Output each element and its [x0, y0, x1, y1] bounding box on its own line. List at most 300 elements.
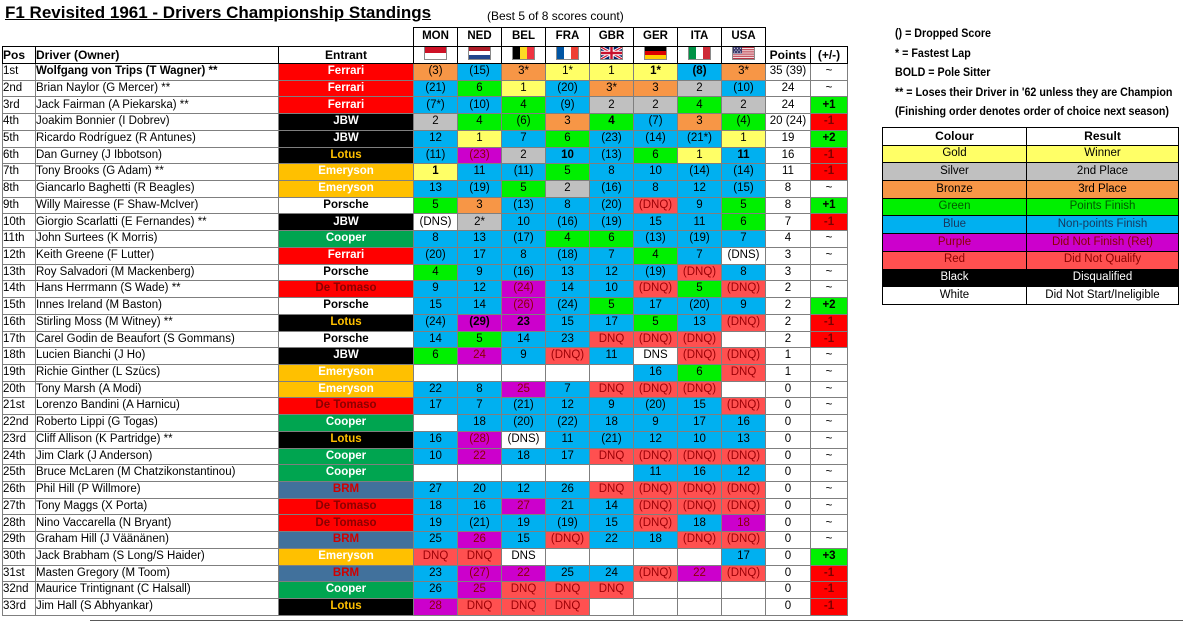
result-cell-ger: 11 [634, 465, 678, 482]
driver-cell: Jim Hall (S Abhyankar) [36, 599, 279, 616]
plusminus-cell: -1 [811, 114, 848, 131]
result-cell-ita: 18 [678, 515, 722, 532]
entrant-cell: Porsche [279, 264, 414, 281]
result-cell-usa [722, 599, 766, 616]
race-header-usa: USA [722, 28, 766, 47]
driver-cell: Graham Hill (J Väänänen) [36, 532, 279, 549]
result-cell-ned: 13 [458, 231, 502, 248]
note-line: * = Fastest Lap [895, 47, 971, 60]
plusminus-cell: +1 [811, 197, 848, 214]
points-cell: 0 [766, 481, 811, 498]
result-cell-usa: (DNQ) [722, 314, 766, 331]
table-row [3, 281, 848, 298]
points-cell: 24 [766, 80, 811, 97]
result-cell-ned: 5 [458, 331, 502, 348]
result-cell-usa: (DNQ) [722, 398, 766, 415]
entrant-cell: Cooper [279, 231, 414, 248]
result-cell-mon: (DNS) [414, 214, 458, 231]
result-cell-mon: 19 [414, 515, 458, 532]
points-cell: 4 [766, 231, 811, 248]
pos-cell: 17th [3, 331, 36, 348]
result-cell-ita: 6 [678, 364, 722, 381]
driver-cell: Richie Ginther (L Szücs) [36, 364, 279, 381]
driver-cell: Hans Herrmann (S Wade) ** [36, 281, 279, 298]
flag-cell-ita [678, 47, 722, 64]
table-row [3, 431, 848, 448]
entrant-cell: De Tomaso [279, 398, 414, 415]
result-cell-ned: 1 [458, 130, 502, 147]
result-cell-gbr: (20) [590, 197, 634, 214]
result-cell-mon: 14 [414, 331, 458, 348]
result-cell-bel: 3* [502, 64, 546, 81]
pos-cell: 20th [3, 381, 36, 398]
result-cell-bel: (11) [502, 164, 546, 181]
result-cell-fra: 5 [546, 164, 590, 181]
table-row [3, 415, 848, 432]
plusminus-cell: ~ [811, 247, 848, 264]
result-cell-bel: DNQ [502, 582, 546, 599]
plusminus-cell: -1 [811, 214, 848, 231]
entrant-cell: Emeryson [279, 164, 414, 181]
driver-cell: Lorenzo Bandini (A Harnicu) [36, 398, 279, 415]
entrant-cell: Cooper [279, 582, 414, 599]
result-cell-gbr: 3* [590, 80, 634, 97]
table-row [3, 582, 848, 599]
result-cell-ita: (DNQ) [678, 498, 722, 515]
result-cell-ita: 15 [678, 398, 722, 415]
legend-colour-cell: Bronze [883, 181, 1027, 199]
plusminus-cell: ~ [811, 181, 848, 198]
legend-colour-cell: Gold [883, 145, 1027, 163]
flag-usa-icon [733, 47, 754, 59]
entrant-cell: De Tomaso [279, 281, 414, 298]
driver-cell: Tony Marsh (A Modi) [36, 381, 279, 398]
result-cell-bel: 5 [502, 181, 546, 198]
result-cell-gbr: 24 [590, 565, 634, 582]
result-cell-ned: 7 [458, 398, 502, 415]
result-cell-mon [414, 465, 458, 482]
legend-result-cell: Did Not Start/Ineligible [1027, 287, 1179, 305]
flag-cell-mon [414, 47, 458, 64]
result-cell-ger: 4 [634, 247, 678, 264]
legend-colour-cell: Red [883, 251, 1027, 269]
result-cell-fra: 4 [546, 231, 590, 248]
driver-cell: Keith Greene (F Lutter) [36, 247, 279, 264]
result-cell-fra: (DNQ) [546, 532, 590, 549]
result-cell-ita: (DNQ) [678, 448, 722, 465]
table-row [3, 465, 848, 482]
result-cell-fra: 8 [546, 197, 590, 214]
result-cell-fra: (18) [546, 247, 590, 264]
result-cell-bel [502, 465, 546, 482]
pos-cell: 14th [3, 281, 36, 298]
result-cell-mon: 5 [414, 197, 458, 214]
race-header-ger: GER [634, 28, 678, 47]
result-cell-ita: 2 [678, 80, 722, 97]
legend-colour-cell: Green [883, 198, 1027, 216]
note-line: () = Dropped Score [895, 28, 991, 40]
result-cell-usa: 9 [722, 298, 766, 315]
result-cell-mon: (11) [414, 147, 458, 164]
flag-cell-ger [634, 47, 678, 64]
driver-cell: Wolfgang von Trips (T Wagner) ** [36, 64, 279, 81]
pos-cell: 19th [3, 364, 36, 381]
result-cell-ita: 5 [678, 281, 722, 298]
pos-cell: 29th [3, 532, 36, 549]
result-cell-gbr: 6 [590, 231, 634, 248]
result-cell-usa: 13 [722, 431, 766, 448]
result-cell-bel: (21) [502, 398, 546, 415]
result-cell-ita: (DNQ) [678, 532, 722, 549]
plusminus-cell: -1 [811, 565, 848, 582]
result-cell-mon: 2 [414, 114, 458, 131]
points-cell: 7 [766, 214, 811, 231]
result-cell-ita: 17 [678, 415, 722, 432]
result-cell-ita [678, 582, 722, 599]
result-cell-gbr: DNQ [590, 481, 634, 498]
pos-cell: 5th [3, 130, 36, 147]
result-cell-bel: 12 [502, 481, 546, 498]
result-cell-fra: 10 [546, 147, 590, 164]
result-cell-ger: 12 [634, 431, 678, 448]
legend-result-cell: Did Not Qualify [1027, 251, 1179, 269]
pos-cell: 1st [3, 64, 36, 81]
driver-cell: Carel Godin de Beaufort (S Gommans) [36, 331, 279, 348]
race-header-fra: FRA [546, 28, 590, 47]
result-cell-ger: (DNQ) [634, 448, 678, 465]
result-cell-mon: (24) [414, 314, 458, 331]
points-cell: 0 [766, 599, 811, 616]
result-cell-bel: 4 [502, 97, 546, 114]
points-cell: 2 [766, 281, 811, 298]
result-cell-gbr: (16) [590, 181, 634, 198]
result-cell-mon: (21) [414, 80, 458, 97]
result-cell-usa: (DNQ) [722, 448, 766, 465]
result-cell-ita: (DNQ) [678, 331, 722, 348]
result-cell-gbr: 22 [590, 532, 634, 549]
result-cell-gbr: 12 [590, 264, 634, 281]
result-cell-ned: 8 [458, 381, 502, 398]
entrant-cell: BRM [279, 532, 414, 549]
result-cell-mon: 4 [414, 264, 458, 281]
driver-cell: Bruce McLaren (M Chatzikonstantinou) [36, 465, 279, 482]
entrant-cell: Emeryson [279, 381, 414, 398]
plusminus-cell: ~ [811, 231, 848, 248]
result-cell-fra: 21 [546, 498, 590, 515]
table-row [3, 448, 848, 465]
result-cell-gbr: DNQ [590, 582, 634, 599]
result-cell-ned: (23) [458, 147, 502, 164]
flag-cell-usa [722, 47, 766, 64]
driver-cell: Tony Maggs (X Porta) [36, 498, 279, 515]
result-cell-mon [414, 415, 458, 432]
standings-table [2, 27, 848, 616]
result-cell-bel: 15 [502, 532, 546, 549]
note-line: BOLD = Pole Sitter [895, 67, 991, 79]
result-cell-gbr: DNQ [590, 331, 634, 348]
driver-cell: Jim Clark (J Anderson) [36, 448, 279, 465]
entrant-cell: Lotus [279, 431, 414, 448]
result-cell-ned: (21) [458, 515, 502, 532]
result-cell-ita: (DNQ) [678, 381, 722, 398]
result-cell-ger: (20) [634, 398, 678, 415]
plusminus-cell: -1 [811, 147, 848, 164]
result-cell-ger: (19) [634, 264, 678, 281]
result-cell-gbr: 5 [590, 298, 634, 315]
result-cell-ita: (19) [678, 231, 722, 248]
result-cell-ita: (20) [678, 298, 722, 315]
result-cell-ger: 18 [634, 532, 678, 549]
result-cell-bel: 10 [502, 214, 546, 231]
legend-result-cell: 3rd Place [1027, 181, 1179, 199]
entrant-cell: JBW [279, 214, 414, 231]
result-cell-usa: 1 [722, 130, 766, 147]
flag-italy-icon [689, 47, 710, 59]
table-row [3, 164, 848, 181]
result-cell-gbr: 11 [590, 348, 634, 365]
result-cell-usa: (DNQ) [722, 565, 766, 582]
result-cell-fra: 13 [546, 264, 590, 281]
result-cell-ger: 9 [634, 415, 678, 432]
legend-result-cell: Disqualified [1027, 269, 1179, 287]
result-cell-mon: 23 [414, 565, 458, 582]
table-row [3, 64, 848, 81]
pos-cell: 12th [3, 247, 36, 264]
legend-header: Result [1027, 128, 1179, 146]
flag-netherlands-icon [469, 47, 490, 59]
result-cell-gbr: DNQ [590, 381, 634, 398]
result-cell-ger [634, 599, 678, 616]
race-header-ita: ITA [678, 28, 722, 47]
pos-cell: 31st [3, 565, 36, 582]
legend-row [883, 163, 1179, 181]
result-cell-bel: (13) [502, 197, 546, 214]
result-cell-bel: 27 [502, 498, 546, 515]
driver-cell: Masten Gregory (M Toom) [36, 565, 279, 582]
pos-cell: 2nd [3, 80, 36, 97]
subtitle-scores-note: (Best 5 of 8 scores count) [487, 9, 624, 23]
result-cell-fra: 14 [546, 281, 590, 298]
result-cell-ned [458, 465, 502, 482]
driver-cell: Cliff Allison (K Partridge) ** [36, 431, 279, 448]
plusminus-cell: -1 [811, 314, 848, 331]
result-cell-fra [546, 465, 590, 482]
result-cell-mon: DNQ [414, 548, 458, 565]
result-cell-bel: 18 [502, 448, 546, 465]
plusminus-cell: +3 [811, 548, 848, 565]
result-cell-ita: (DNQ) [678, 264, 722, 281]
result-cell-mon: 9 [414, 281, 458, 298]
pos-cell: 7th [3, 164, 36, 181]
result-cell-mon: 12 [414, 130, 458, 147]
result-cell-mon: 17 [414, 398, 458, 415]
table-row [3, 348, 848, 365]
result-cell-mon: 16 [414, 431, 458, 448]
driver-cell: Joakim Bonnier (I Dobrev) [36, 114, 279, 131]
result-cell-ger: 2 [634, 97, 678, 114]
result-cell-usa [722, 381, 766, 398]
entrant-cell: Porsche [279, 298, 414, 315]
plusminus-cell: ~ [811, 515, 848, 532]
points-cell: 35 (39) [766, 64, 811, 81]
points-cell: 16 [766, 147, 811, 164]
result-cell-fra: 12 [546, 398, 590, 415]
entrant-cell: Emeryson [279, 181, 414, 198]
table-row [3, 298, 848, 315]
result-cell-ned: 3 [458, 197, 502, 214]
points-cell: 0 [766, 431, 811, 448]
result-cell-fra [546, 364, 590, 381]
plusminus-cell: ~ [811, 465, 848, 482]
result-cell-ger: (DNQ) [634, 381, 678, 398]
pos-cell: 32nd [3, 582, 36, 599]
result-cell-fra: (24) [546, 298, 590, 315]
result-cell-usa: 16 [722, 415, 766, 432]
plusminus-cell: ~ [811, 64, 848, 81]
result-cell-mon: 15 [414, 298, 458, 315]
flag-cell-ned [458, 47, 502, 64]
entrant-cell: Porsche [279, 331, 414, 348]
result-cell-ger: (7) [634, 114, 678, 131]
result-cell-bel [502, 364, 546, 381]
result-cell-usa: (10) [722, 80, 766, 97]
pos-cell: 33rd [3, 599, 36, 616]
pos-cell: 18th [3, 348, 36, 365]
result-cell-ita: 16 [678, 465, 722, 482]
result-cell-ned: 16 [458, 498, 502, 515]
entrant-cell: Cooper [279, 415, 414, 432]
driver-cell: Ricardo Rodríguez (R Antunes) [36, 130, 279, 147]
table-row [3, 231, 848, 248]
result-cell-bel: DNS [502, 548, 546, 565]
pos-cell: 22nd [3, 415, 36, 432]
header-spacer [766, 28, 848, 47]
legend-result-cell: Points Finish [1027, 198, 1179, 216]
legend-result-cell: 2nd Place [1027, 163, 1179, 181]
result-cell-gbr: (21) [590, 431, 634, 448]
plusminus-cell: ~ [811, 264, 848, 281]
entrant-cell: De Tomaso [279, 515, 414, 532]
result-cell-usa: (DNS) [722, 247, 766, 264]
result-cell-ned: (28) [458, 431, 502, 448]
result-cell-usa: 5 [722, 197, 766, 214]
result-cell-gbr: 14 [590, 498, 634, 515]
result-cell-mon: 1 [414, 164, 458, 181]
result-cell-fra: (20) [546, 80, 590, 97]
result-cell-usa: 7 [722, 231, 766, 248]
points-header: Points [766, 47, 811, 64]
result-cell-fra [546, 548, 590, 565]
legend-table [882, 127, 1179, 305]
result-cell-bel: 7 [502, 130, 546, 147]
result-cell-gbr: 8 [590, 164, 634, 181]
result-cell-ger [634, 548, 678, 565]
result-cell-gbr: (23) [590, 130, 634, 147]
entrant-cell: Emeryson [279, 364, 414, 381]
legend-row [883, 234, 1179, 252]
driver-cell: Willy Mairesse (F Shaw-McIver) [36, 197, 279, 214]
result-cell-ger: 1* [634, 64, 678, 81]
plusminus-cell: ~ [811, 398, 848, 415]
driver-cell: Maurice Trintignant (C Halsall) [36, 582, 279, 599]
result-cell-usa: 17 [722, 548, 766, 565]
result-cell-gbr: 2 [590, 97, 634, 114]
flag-belgium-icon [513, 47, 534, 59]
points-cell: 8 [766, 181, 811, 198]
legend-row [883, 251, 1179, 269]
driver-cell: Jack Brabham (S Long/S Haider) [36, 548, 279, 565]
result-cell-ita: 12 [678, 181, 722, 198]
result-cell-fra: 11 [546, 431, 590, 448]
points-cell: 0 [766, 548, 811, 565]
result-cell-usa [722, 582, 766, 599]
result-cell-bel: (16) [502, 264, 546, 281]
pos-cell: 8th [3, 181, 36, 198]
result-cell-ger: (DNQ) [634, 565, 678, 582]
result-cell-ger: (DNQ) [634, 498, 678, 515]
pos-cell: 15th [3, 298, 36, 315]
legend-colour-cell: Silver [883, 163, 1027, 181]
result-cell-ger: 17 [634, 298, 678, 315]
result-cell-usa: DNQ [722, 364, 766, 381]
result-cell-bel: 19 [502, 515, 546, 532]
result-cell-usa: (14) [722, 164, 766, 181]
result-cell-fra: 7 [546, 381, 590, 398]
result-cell-ned: 14 [458, 298, 502, 315]
race-header-ned: NED [458, 28, 502, 47]
points-cell: 19 [766, 130, 811, 147]
result-cell-ger: 5 [634, 314, 678, 331]
result-cell-gbr: 9 [590, 398, 634, 415]
legend-notes [895, 25, 1172, 123]
result-cell-ita: 4 [678, 97, 722, 114]
plusminus-cell: -1 [811, 599, 848, 616]
result-cell-gbr [590, 465, 634, 482]
result-cell-fra: (16) [546, 214, 590, 231]
points-cell: 0 [766, 565, 811, 582]
result-cell-fra: DNQ [546, 582, 590, 599]
plusminus-cell: +2 [811, 298, 848, 315]
result-cell-ned: 11 [458, 164, 502, 181]
result-cell-ned: DNQ [458, 548, 502, 565]
points-cell: 20 (24) [766, 114, 811, 131]
result-cell-bel: 14 [502, 331, 546, 348]
entrant-cell: De Tomaso [279, 498, 414, 515]
driver-cell: Nino Vaccarella (N Bryant) [36, 515, 279, 532]
plusminus-cell: ~ [811, 448, 848, 465]
result-cell-gbr: 10 [590, 281, 634, 298]
table-row [3, 565, 848, 582]
entrant-cell: Ferrari [279, 97, 414, 114]
plusminus-header: (+/-) [811, 47, 848, 64]
entrant-cell: BRM [279, 481, 414, 498]
column-header-row [3, 47, 848, 64]
entrant-cell: Porsche [279, 197, 414, 214]
result-cell-fra: (DNQ) [546, 348, 590, 365]
result-cell-gbr: 18 [590, 415, 634, 432]
legend-row [883, 287, 1179, 305]
result-cell-fra: 23 [546, 331, 590, 348]
plusminus-cell: ~ [811, 481, 848, 498]
result-cell-ned: 12 [458, 281, 502, 298]
result-cell-fra: (22) [546, 415, 590, 432]
entrant-cell: JBW [279, 130, 414, 147]
table-row [3, 181, 848, 198]
legend-row [883, 181, 1179, 199]
result-cell-mon: (20) [414, 247, 458, 264]
table-row [3, 114, 848, 131]
result-cell-gbr [590, 599, 634, 616]
